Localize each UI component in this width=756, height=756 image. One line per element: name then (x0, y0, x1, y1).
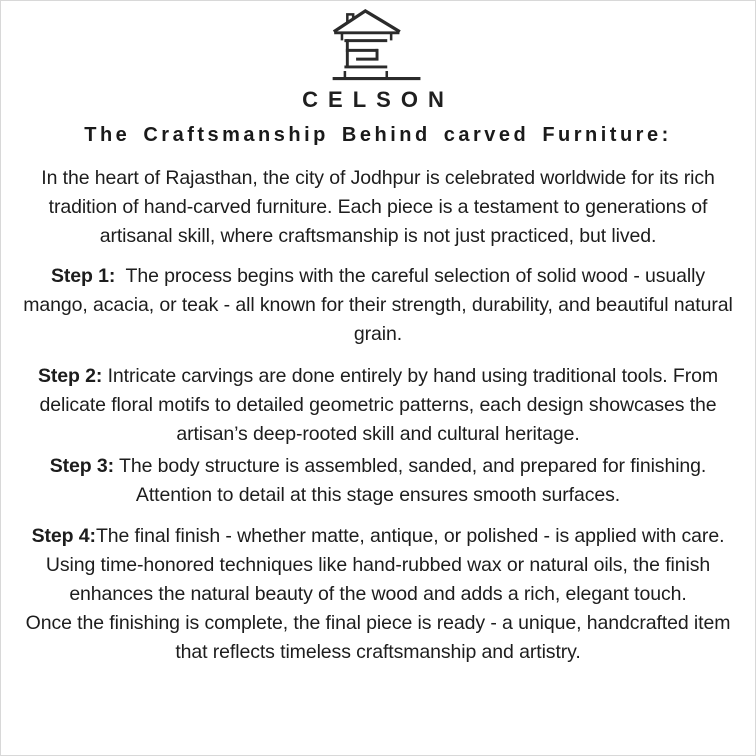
brand-name: CELSON (302, 87, 454, 112)
celson-house-logo-icon (331, 8, 425, 82)
body-text (21, 164, 739, 667)
step-4-label: Step 4: (31, 525, 96, 547)
step-4-text: The final finish - whether matte, antique, or polished - is applied with care. Using time-honored techniques like hand-rubbed wax or natural oils, the finish enhances the natural beauty of the wood and adds a rich, elegant touch. (45, 525, 730, 605)
intro-paragraph: In the heart of Rajasthan, the city of Jodhpur is celebrated worldwide for its rich tradition of hand-carved furniture. Each piece is a testament to generations of artisanal skill, where craftsmanship is not just practiced, but lived. (41, 167, 721, 247)
step-1-label: Step 1: (50, 265, 116, 287)
step-3-text: The body structure is assembled, sanded, and prepared for finishing. Attention to detail at this stage ensures smooth surfaces. (114, 455, 711, 506)
page-title: The Craftsmanship Behind carved Furniture: (84, 124, 672, 146)
step-1-text: The process begins with the careful selection of solid wood - usually mango, acacia, or teak - all known for their strength, durability, and beautiful natural grain. (23, 265, 739, 345)
step-4-paragraph (21, 522, 735, 609)
step-1-paragraph (21, 262, 739, 349)
step-2-label: Step 2: (37, 365, 103, 387)
step-3-label: Step 3: (49, 455, 115, 477)
step-2-text: Intricate carvings are done entirely by hand using traditional tools. From delicate floral motifs to detailed geometric patterns, each design showcases the artisan’s deep-rooted skill and cultural heritage. (39, 365, 724, 445)
closing-paragraph: Once the finishing is complete, the final piece is ready - a unique, handcrafted item that reflects timeless craftsmanship and artistry. (25, 612, 736, 663)
step-3-paragraph (21, 452, 735, 510)
step-2-paragraph (21, 362, 735, 449)
